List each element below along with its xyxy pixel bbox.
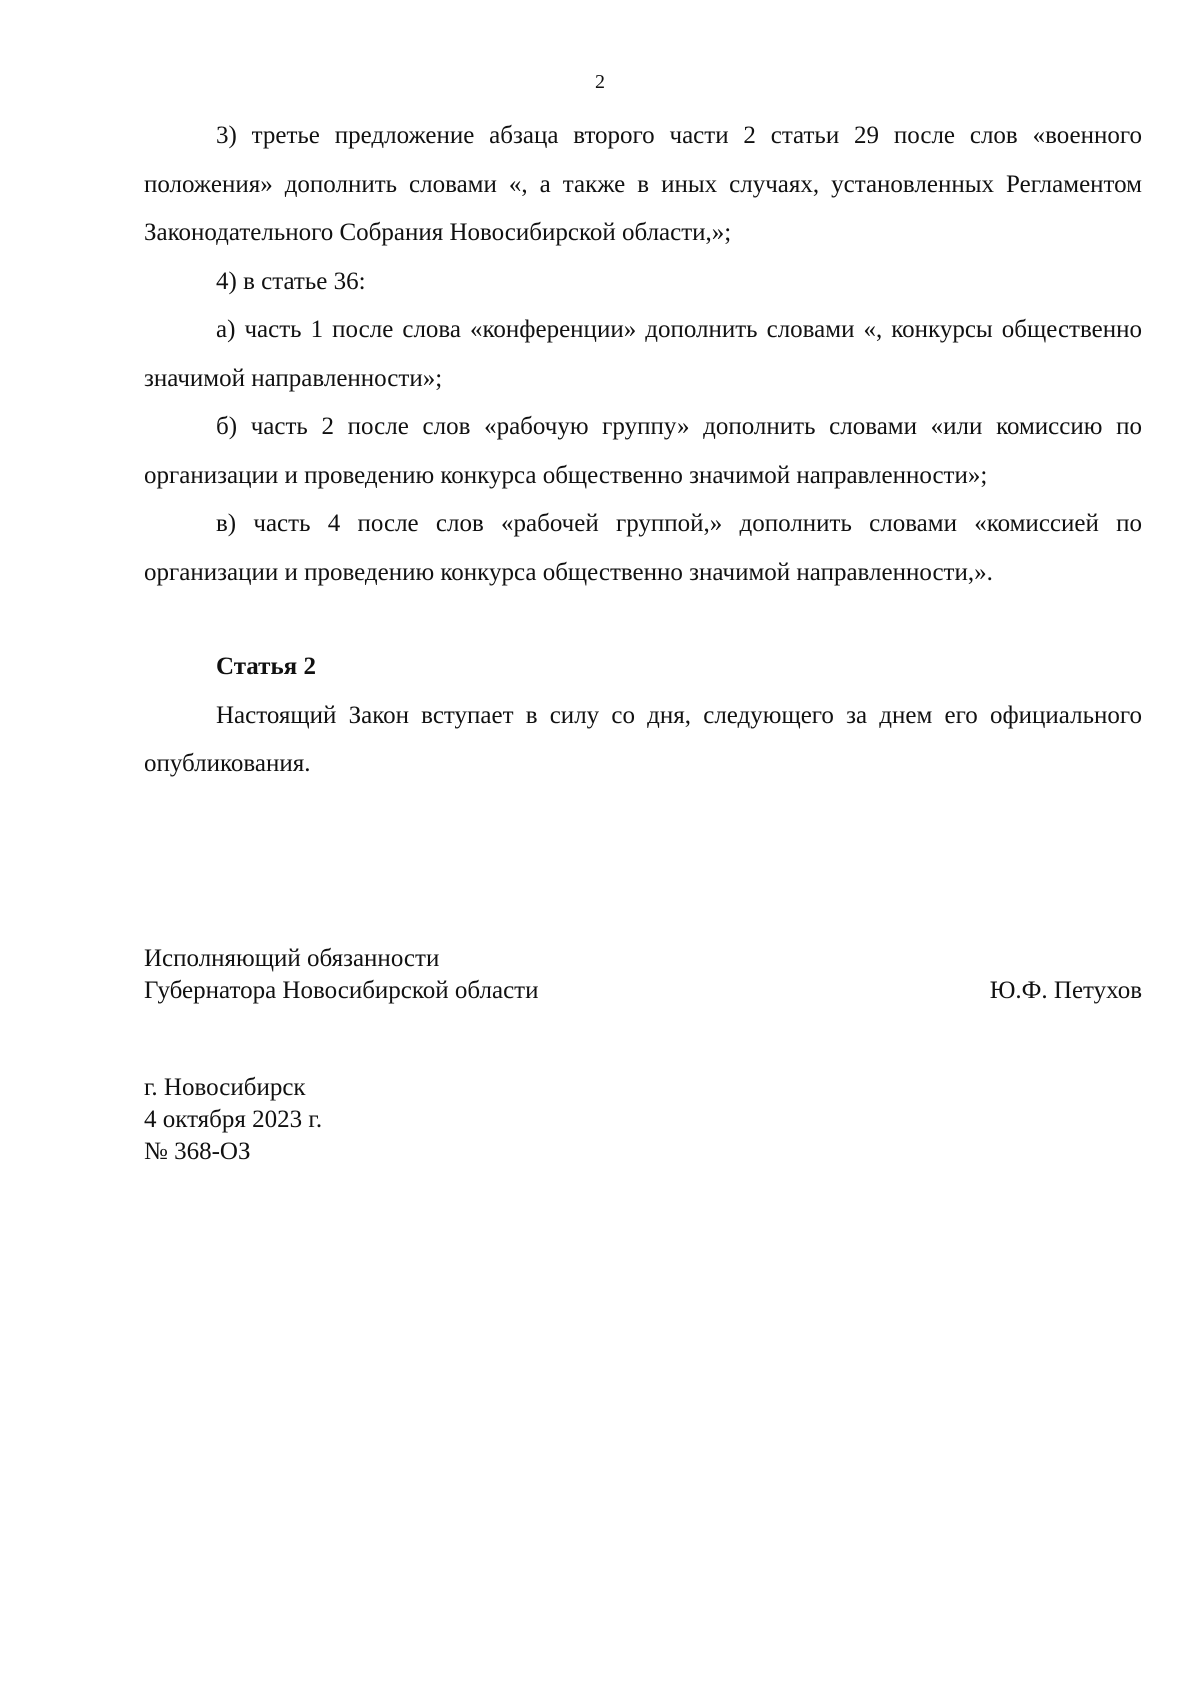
- signatory-position-line2: Губернатора Новосибирской области: [144, 977, 539, 1004]
- page-number: 2: [595, 71, 605, 93]
- document-footer: [144, 1072, 322, 1168]
- amendment-subitem-b: б) часть 2 после слов «рабочую группу» дополнить словами «или комиссию по организации и проведению конкурса общественно значимой направленности»;: [144, 413, 1142, 489]
- article-title: Статья 2: [216, 653, 316, 680]
- signatory-position-line1: Исполняющий обязанности: [144, 945, 440, 972]
- law-number: № 368-ОЗ: [144, 1138, 251, 1165]
- issue-date: 4 октября 2023 г.: [144, 1106, 323, 1133]
- article-text: Настоящий Закон вступает в силу со дня, следующего за днем его официального опубликования.: [144, 701, 1142, 777]
- document-body: [144, 112, 1142, 789]
- amendment-subitem-a: а) часть 1 после слова «конференции» дополнить словами «, конкурсы общественно значимой направленности»;: [144, 316, 1142, 392]
- amendment-item-4: 4) в статье 36:: [216, 267, 366, 295]
- issue-city: г. Новосибирск: [144, 1074, 306, 1101]
- signatory-name: Ю.Ф. Петухов: [989, 977, 1142, 1004]
- amendment-subitem-v: в) часть 4 после слов «рабочей группой,» дополнить словами «комиссией по организации и проведению конкурса общественно значимой направленности,».: [144, 510, 1142, 586]
- signature-block: [144, 943, 1142, 1007]
- amendment-item-3: 3) третье предложение абзаца второго части 2 статьи 29 после слов «военного положения» дополнить словами «, а также в иных случаях, установленных Регламентом Законодательного Собрания Новосибирской области,»;: [144, 122, 1142, 246]
